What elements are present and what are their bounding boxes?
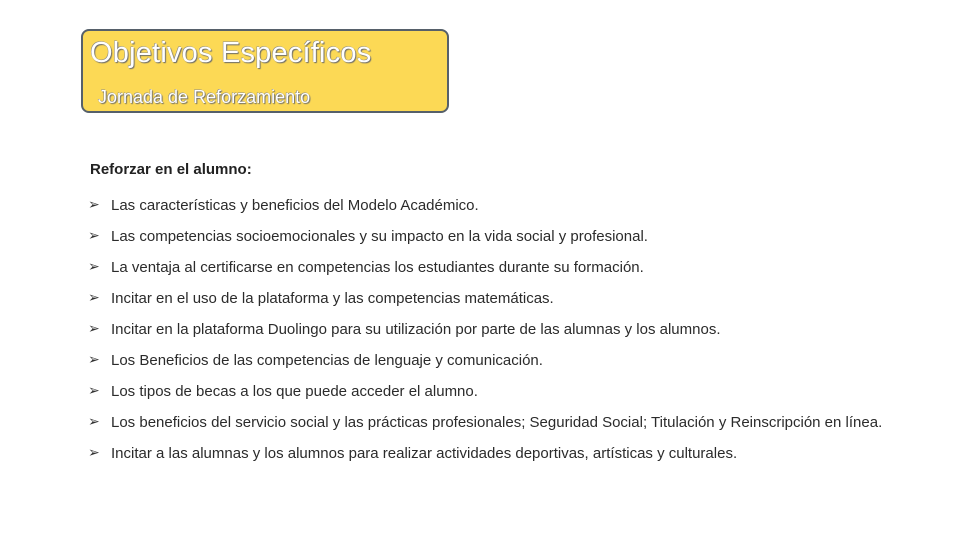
list-item (88, 438, 900, 469)
intro-heading: Reforzar en el alumno: (90, 161, 252, 178)
page-title: Objetivos Específicos (90, 37, 372, 69)
list-item-text: Incitar a las alumnas y los alumnos para realizar actividades deportivas, artísticas y culturales. (111, 445, 738, 462)
arrow-bullet-icon: ➢ (88, 352, 100, 368)
list-item (88, 252, 900, 283)
arrow-bullet-icon: ➢ (88, 228, 100, 244)
list-item-text: Los beneficios del servicio social y las prácticas profesionales; Seguridad Social; Titulación y Reinscripción en línea. (111, 414, 883, 431)
title-box (81, 29, 449, 113)
list-item-text: Incitar en el uso de la plataforma y las competencias matemáticas. (111, 290, 554, 307)
list-item (88, 376, 900, 407)
list-item-text: Los Beneficios de las competencias de lenguaje y comunicación. (111, 352, 543, 369)
list-item (88, 407, 900, 438)
list-item (88, 314, 900, 345)
arrow-bullet-icon: ➢ (88, 383, 100, 399)
list-item (88, 221, 900, 252)
arrow-bullet-icon: ➢ (88, 445, 100, 461)
list-item-text: Incitar en la plataforma Duolingo para su utilización por parte de las alumnas y los alumnos. (111, 321, 721, 338)
list-item-text: Las características y beneficios del Modelo Académico. (111, 197, 479, 214)
arrow-bullet-icon: ➢ (88, 414, 100, 430)
arrow-bullet-icon: ➢ (88, 321, 100, 337)
list-item-text: La ventaja al certificarse en competencias los estudiantes durante su formación. (111, 259, 644, 276)
list-item (88, 283, 900, 314)
arrow-bullet-icon: ➢ (88, 197, 100, 213)
list-item (88, 190, 900, 221)
list-item (88, 345, 900, 376)
arrow-bullet-icon: ➢ (88, 259, 100, 275)
list-item-text: Los tipos de becas a los que puede acceder el alumno. (111, 383, 478, 400)
arrow-bullet-icon: ➢ (88, 290, 100, 306)
page-subtitle: Jornada de Reforzamiento (98, 87, 311, 107)
list-item-text: Las competencias socioemocionales y su impacto en la vida social y profesional. (111, 228, 648, 245)
objectives-list (88, 190, 900, 469)
